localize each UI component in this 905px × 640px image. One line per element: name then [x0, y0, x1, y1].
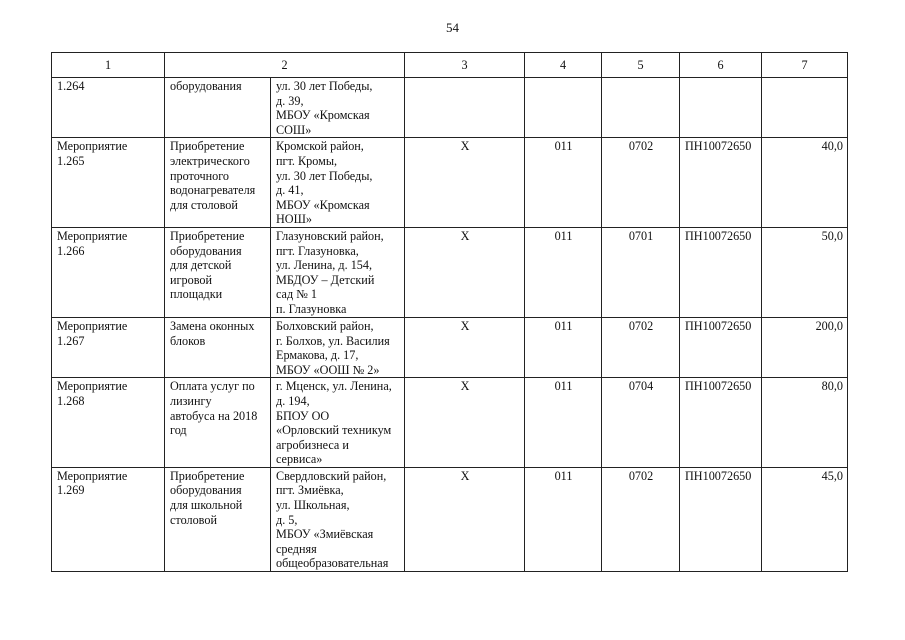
measure-cell: Мероприятие 1.266 — [52, 227, 165, 317]
column-header: 1 — [52, 53, 165, 78]
target-article-cell — [680, 78, 762, 138]
target-article-cell: ПН10072650 — [680, 378, 762, 468]
table-row — [52, 78, 848, 138]
amount-cell: 40,0 — [762, 138, 848, 228]
mark-cell: Х — [405, 138, 525, 228]
target-article-cell: ПН10072650 — [680, 227, 762, 317]
section-cell: 0701 — [602, 227, 680, 317]
description-cell: Оплата услуг по лизингу автобуса на 2018 год — [165, 378, 271, 468]
amount-cell: 50,0 — [762, 227, 848, 317]
table-header-row — [52, 53, 848, 78]
mark-cell: Х — [405, 317, 525, 377]
page-number: 54 — [446, 20, 459, 35]
measure-cell: Мероприятие 1.268 — [52, 378, 165, 468]
target-article-cell: ПН10072650 — [680, 317, 762, 377]
description-cell: оборудования — [165, 78, 271, 138]
column-header: 3 — [405, 53, 525, 78]
address-cell: Кромской район, пгт. Кромы, ул. 30 лет Победы, д. 41, МБОУ «Кромская НОШ» — [271, 138, 405, 228]
column-header: 7 — [762, 53, 848, 78]
target-article-cell: ПН10072650 — [680, 467, 762, 571]
amount-cell — [762, 78, 848, 138]
mark-cell: Х — [405, 467, 525, 571]
mark-cell: Х — [405, 227, 525, 317]
description-cell: Приобретение оборудования для школьной столовой — [165, 467, 271, 571]
table-row — [52, 317, 848, 377]
column-header: 4 — [525, 53, 602, 78]
section-cell: 0704 — [602, 378, 680, 468]
code-cell: 011 — [525, 378, 602, 468]
mark-cell — [405, 78, 525, 138]
mark-cell: Х — [405, 378, 525, 468]
budget-table — [51, 52, 848, 572]
measure-cell: Мероприятие 1.269 — [52, 467, 165, 571]
section-cell: 0702 — [602, 138, 680, 228]
section-cell — [602, 78, 680, 138]
amount-cell: 45,0 — [762, 467, 848, 571]
description-cell: Замена оконных блоков — [165, 317, 271, 377]
description-cell: Приобретение электрического проточного водонагревателя для столовой — [165, 138, 271, 228]
measure-cell: 1.264 — [52, 78, 165, 138]
description-cell: Приобретение оборудования для детской игровой площадки — [165, 227, 271, 317]
section-cell: 0702 — [602, 467, 680, 571]
address-cell: ул. 30 лет Победы, д. 39, МБОУ «Кромская СОШ» — [271, 78, 405, 138]
column-header: 6 — [680, 53, 762, 78]
table-row — [52, 467, 848, 571]
address-cell: Свердловский район, пгт. Змиёвка, ул. Школьная, д. 5, МБОУ «Змиёвская средняя общеобразовательная — [271, 467, 405, 571]
address-cell: Болховский район, г. Болхов, ул. Василия Ермакова, д. 17, МБОУ «ООШ № 2» — [271, 317, 405, 377]
column-header: 5 — [602, 53, 680, 78]
measure-cell: Мероприятие 1.267 — [52, 317, 165, 377]
measure-cell: Мероприятие 1.265 — [52, 138, 165, 228]
table-row — [52, 138, 848, 228]
amount-cell: 80,0 — [762, 378, 848, 468]
table-row — [52, 227, 848, 317]
code-cell: 011 — [525, 317, 602, 377]
code-cell: 011 — [525, 138, 602, 228]
section-cell: 0702 — [602, 317, 680, 377]
address-cell: Глазуновский район, пгт. Глазуновка, ул. Ленина, д. 154, МБДОУ – Детский сад № 1 п. Глазуновка — [271, 227, 405, 317]
amount-cell: 200,0 — [762, 317, 848, 377]
column-header: 2 — [165, 53, 405, 78]
code-cell: 011 — [525, 227, 602, 317]
address-cell: г. Мценск, ул. Ленина, д. 194, БПОУ ОО «Орловский техникум агробизнеса и сервиса» — [271, 378, 405, 468]
target-article-cell: ПН10072650 — [680, 138, 762, 228]
code-cell: 011 — [525, 467, 602, 571]
table-row — [52, 378, 848, 468]
code-cell — [525, 78, 602, 138]
